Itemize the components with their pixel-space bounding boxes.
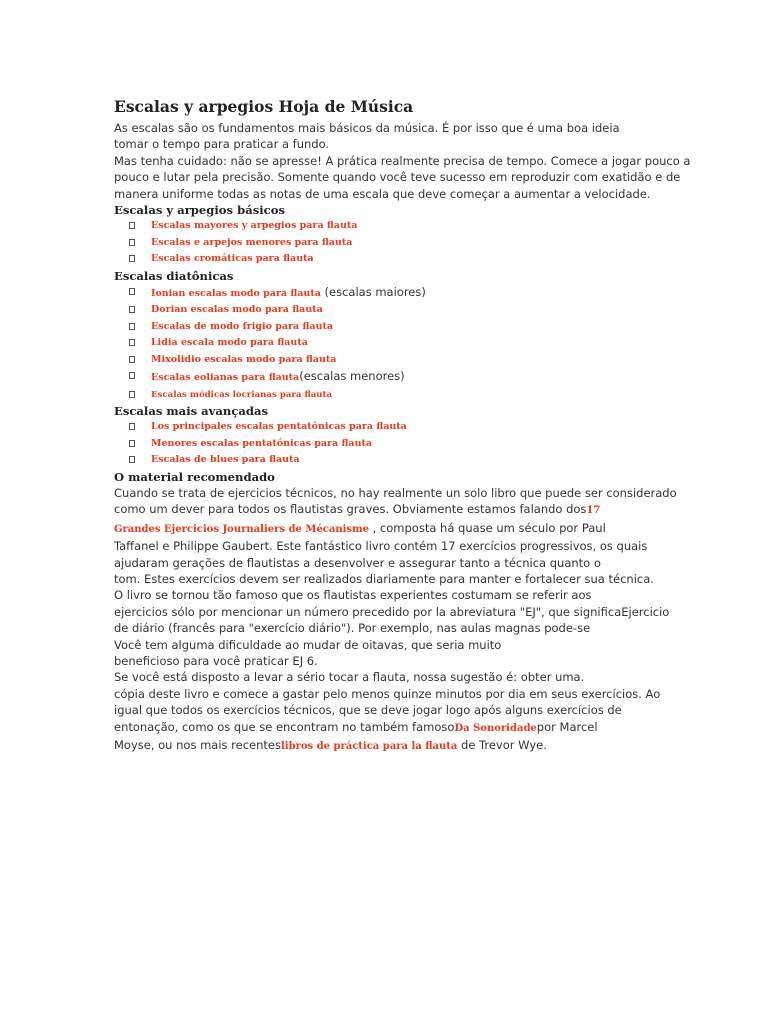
body-line: tom. Estes exercícios devem ser realizados diariamente para manter e fortalecer sua técnica. [114,571,654,586]
heading-advanced-scales: Escalas mais avançadas [114,403,269,418]
heading-basic-scales: Escalas y arpegios básicos [114,203,285,218]
bullet-icon [129,423,135,430]
bullet-icon [129,255,135,262]
list-item [114,335,674,351]
list-item [114,352,674,368]
bullet-icon [129,356,135,363]
link-scale[interactable]: Escalas cromáticas para flauta [151,253,314,265]
list-item [114,452,674,468]
body-line: Cuando se trata de ejercicios técnicos, no hay realmente un solo libro que puede ser considerado [114,485,677,500]
intro-line: pouco e lutar pela precisão. Somente quando você teve sucesso em reproduzir com exatidão e de [114,170,681,185]
body-line [114,719,674,737]
list-item [114,436,674,452]
list-item [114,319,674,335]
body-line [114,501,674,519]
list-item [114,251,674,267]
body-line: ajudaram gerações de flautistas a desenvolver e assegurar tanto a técnica quanto o [114,555,601,570]
bullet-icon [129,391,135,398]
link-scale[interactable]: Lidia escala modo para flauta [151,337,308,349]
intro-line: Mas tenha cuidado: não se apresse! A prática realmente precisa de tempo. Comece a jogar pouco a [114,153,691,168]
body-line: de diário (francês para "exercício diário"). Por exemplo, nas aulas magnas pode-se [114,621,591,636]
link-scale[interactable]: Dorian escalas modo para flauta [151,304,323,316]
link-grandes-ejercicios[interactable]: Grandes Ejercicios Journaliers de Mécanisme [114,523,369,535]
body-text: por Marcel [536,719,598,734]
link-scale[interactable]: Escalas módicas locrianas para flauta [151,389,333,400]
intro-line: As escalas são os fundamentos mais básicos da música. É por isso que é uma boa ideia [114,121,620,135]
list-item [114,387,674,403]
body-line: cópia deste livro e comece a gastar pelo menos quinze minutos por dia em seus exercícios. Ao [114,686,661,701]
list-item [114,235,674,251]
bullet-icon [129,339,135,346]
bullet-icon [129,306,135,313]
body-line: igual que todos os exercícios técnicos, que se deve jogar logo após alguns exercícios de [114,703,622,718]
link-da-sonoridade[interactable]: Da Sonoridade [454,722,537,734]
link-scale[interactable]: Escalas eolianas para flauta [151,372,300,384]
body-text: como um dever para todos os flautistas graves. Obviamente estamos falando dos [114,502,587,517]
bullet-icon [129,222,135,229]
heading-recommended-material: O material recomendado [114,469,275,484]
link-scale[interactable]: Escalas de modo frigio para flauta [151,320,333,332]
diatonic-scales-list [114,284,674,403]
heading-diatonic-scales: Escalas diatônicas [114,268,234,283]
bullet-icon [129,239,135,246]
body-text: Moyse, ou nos mais recentes [114,738,281,753]
link-17[interactable]: 17 [586,505,601,517]
intro-line: manera uniforme todas as notas de uma escala que deve começar a aumentar a velocidade. [114,186,651,201]
item-note: (escalas maiores) [320,285,426,300]
basic-scales-list [114,218,674,267]
link-scale[interactable]: Escalas mayores y arpegios para flauta [151,220,358,232]
bullet-icon [129,440,135,447]
link-scale[interactable]: Ionian escalas modo para flauta [151,288,321,300]
body-line [114,520,674,538]
page-title: Escalas y arpegios Hoja de Música [114,97,414,116]
body-text: , composta há quase um século por Paul [368,520,606,535]
list-item [114,368,674,386]
document-body [114,97,691,755]
intro-line: tomar o tempo para praticar a fundo. [114,137,330,152]
bullet-icon [129,288,135,295]
link-scale[interactable]: Escalas de blues para flauta [151,454,300,466]
list-item [114,284,674,302]
link-scale[interactable]: Menores escalas pentatónicas para flauta [151,437,373,449]
item-note: (escalas menores) [299,369,405,384]
body-line: Você tem alguma dificuldade ao mudar de oitavas, que seria muito [114,637,502,652]
list-item [114,419,674,435]
link-scale[interactable]: Escalas e arpejos menores para flauta [151,236,353,248]
body-line: beneficioso para você praticar EJ 6. [114,654,318,668]
body-text: de Trevor Wye. [457,738,547,753]
link-scale[interactable]: Los principales escalas pentatónicas para flauta [151,421,407,433]
body-line [114,737,674,755]
list-item [114,302,674,318]
body-line: Taffanel e Philippe Gaubert. Este fantástico livro contém 17 exercícios progressivos, os quais [114,539,648,554]
bullet-icon [129,372,135,379]
body-text: entonação, como os que se encontram no também famoso [114,719,455,734]
bullet-icon [129,456,135,463]
bullet-icon [129,323,135,330]
body-line: O livro se tornou tão famoso que os flautistas experientes costumam se referir aos [114,588,592,603]
body-line: ejercicios sólo por mencionar un número precedido por la abreviatura "EJ", que significaEjercicio [114,604,670,619]
link-libros-de-practica[interactable]: libros de práctica para la flauta [281,741,458,753]
list-item [114,218,674,234]
advanced-scales-list [114,419,674,468]
link-scale[interactable]: Mixolidio escalas modo para flauta [151,353,337,365]
body-line: Se você está disposto a levar a sério tocar a flauta, nossa sugestão é: obter uma. [114,670,585,685]
